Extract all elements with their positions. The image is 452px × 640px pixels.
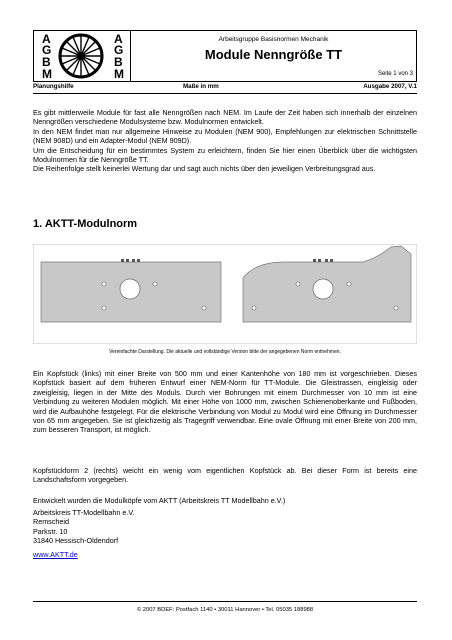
units-note: Maße in mm <box>183 83 219 90</box>
logo-letter: G <box>42 43 52 57</box>
intro-paragraph: Die Reihenfolge stellt keinerlei Wertung dar und sagt auch nichts über den jeweiligen Verbreitungsgrad aus. <box>33 164 376 174</box>
body-paragraph: Kopfstückform 2 (rechts) weicht ein wenig vom eigentlichen Kopfstück ab. Bei dieser Form ist bereits eine Landschaftsform vorgegeben. <box>33 466 417 485</box>
logo-letter: A <box>42 32 51 46</box>
agbm-logo <box>34 31 131 81</box>
module-head-figure <box>33 244 417 344</box>
logo-letter: M <box>42 67 52 81</box>
intro-text <box>33 108 417 174</box>
logo-letter: A <box>114 32 123 46</box>
edition: Ausgabe 2007, V.1 <box>363 83 417 90</box>
working-group-name: Arbeitsgruppe Basisnormen Mechanik <box>218 36 329 43</box>
head-shape-left <box>41 259 221 322</box>
section-heading: 1. AKTT-Modulnorm <box>33 218 138 230</box>
section-body-2 <box>33 466 417 485</box>
logo-letter: B <box>114 55 123 69</box>
footer-divider <box>33 601 417 602</box>
intro-paragraph: Um die Entscheidung für ein bestimmtes System zu erleichtern, finden Sie hier einen Überblick über die wichtigsten Modulnormen für die Nenngröße TT. <box>33 145 417 165</box>
section-body <box>33 369 417 435</box>
section-body-3 <box>33 496 417 505</box>
address-block <box>33 508 417 546</box>
aktt-website-link[interactable]: www.AKTT.de <box>33 550 78 559</box>
intro-paragraph: In den NEM findet man nur allgemeine Hinweise zu Modulen (NEM 900), Empfehlungen zur elektrischen Schnittstelle (NEM 908D) und ein Adapter-Modul (NEM 909D). <box>33 126 417 146</box>
address-line: 31840 Hessisch-Oldendorf <box>33 536 119 546</box>
figure-caption: Vereinfachte Darstellung. Die aktuelle und vollständige Version bitte der angegebenen Norm entnehmen. <box>109 349 341 355</box>
logo-letter: G <box>114 43 124 57</box>
address-line: Arbeitskreis TT-Modellbahn e.V. <box>33 508 135 517</box>
sub-header <box>33 83 417 94</box>
doc-type: Planungshilfe <box>33 83 74 90</box>
page-number: Seite 1 von 3 <box>377 71 413 77</box>
address-line: Remscheid <box>33 517 69 527</box>
wheel-icon <box>58 33 104 79</box>
address-line: Parkstr. 10 <box>33 526 68 536</box>
body-paragraph: Ein Kopfstück (links) mit einer Breite von 500 mm und einer Kantenhöhe von 180 mm ist vorgeschrieben. Dieses Kopfstück basiert auf dem früheren Entwurf einer NEM-Norm für TT-Module. Die Gleistrassen, eingleisig oder zweigleisig, liegen in der Mitte des Moduls. Durch vier Bohrungen mit einem Durchmesser von 10 mm ist eine Verbindung zu weiteren Modulen möglich. Mit einer Höhe von 1000 mm, zwischen Schienenoberkante und Fußboden, wird die Aufbauhöhe festgelegt. Für die elektrische Verbindung von Modul zu Modul wird eine Öffnung im Durchmesser von 65 mm angegeben. Sie ist gleichzeitig als Tragegriff verwendbar. Eine ovale Öffnung mit einer Breite von 200 mm, zum besseren Transport, ist möglich. <box>33 369 417 435</box>
logo-letter: M <box>114 67 124 81</box>
document-title: Module Nenngröße TT <box>204 47 343 62</box>
page-footer: © 2007 BDEF: Postfach 1140 • 30011 Hannover • Tel. 05035 188988 <box>136 607 314 613</box>
logo-letter: B <box>42 55 51 69</box>
intro-paragraph: Es gibt mittlerweile Module für fast alle Nenngrößen nach NEM. Im Laufe der Zeit haben sich innerhalb der einzelnen Nenngrößen verschiedene Modulsysteme bzw. Modulnormen entwickelt. <box>33 108 417 127</box>
document-header <box>33 30 417 82</box>
body-paragraph: Entwickelt wurden die Modulköpfe vom AKTT (Arbeitskreis TT Modellbahn e.V.) <box>33 496 286 505</box>
